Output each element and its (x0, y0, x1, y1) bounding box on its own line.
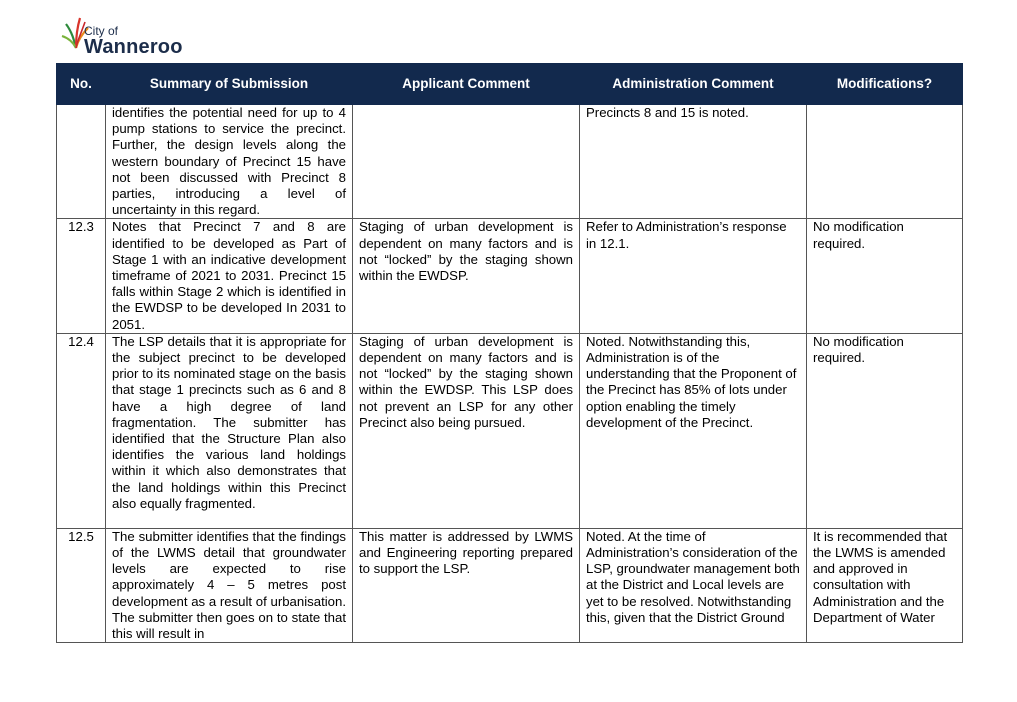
logo-city-of-text: City of (84, 24, 119, 38)
applicant-comment-cell (353, 105, 580, 219)
administration-comment-cell: Precincts 8 and 15 is noted. (580, 105, 807, 219)
summary-cell: Notes that Precinct 7 and 8 are identified to be developed as Part of Stage 1 with an indicative development timeframe of 2021 to 2031. Precinct 15 falls within Stage 2 which is identified in the EWDSP to be developed In 2031 to 2051. (106, 219, 353, 333)
modifications-cell (807, 105, 963, 219)
table-row (57, 105, 963, 219)
summary-cell: The submitter identifies that the findings of the LWMS detail that groundwater levels are expected to rise approximately 4 – 5 metres post development as a result of urbanisation. The submitter then goes on to state that this will result in (106, 528, 353, 642)
administration-comment-cell: Refer to Administration’s response in 12.1. (580, 219, 807, 333)
applicant-comment-cell: Staging of urban development is dependent on many factors and is not “locked” by the staging shown within the EWDSP. (353, 219, 580, 333)
row-number (57, 105, 106, 219)
summary-cell: identifies the potential need for up to 4 pump stations to service the precinct. Further, the design levels along the western boundary of Precinct 15 have not been discussed with Precinct 8 parties, introducing a level of uncertainty in this regard. (106, 105, 353, 219)
applicant-comment-cell: This matter is addressed by LWMS and Engineering reporting prepared to support the LSP. (353, 528, 580, 642)
row-number: 12.3 (57, 219, 106, 333)
administration-comment-cell: Noted. At the time of Administration’s consideration of the LSP, groundwater management both at the District and Local levels are yet to be resolved. Notwithstanding this, given that the District Ground (580, 528, 807, 642)
table-row (57, 219, 963, 333)
table-row (57, 528, 963, 642)
header-summary: Summary of Submission (106, 64, 353, 105)
modifications-cell: It is recommended that the LWMS is amended and approved in consultation with Administration and the Department of Water (807, 528, 963, 642)
header-administration-comment: Administration Comment (580, 64, 807, 105)
table-header-row (57, 64, 963, 105)
summary-cell: The LSP details that it is appropriate for the subject precinct to be developed prior to its nominated stage on the basis that stage 1 precincts such as 6 and 8 have a high degree of land fragmentation. The submitter has identified that the Structure Plan also identifies the various land holdings within it which also demonstrates that the land holdings within this Precinct also equally fragmented. (106, 333, 353, 528)
administration-comment-cell: Noted. Notwithstanding this, Administration is of the understanding that the Proponent of the Precinct has 85% of lots under option enabling the timely development of the Precinct. (580, 333, 807, 528)
header-no: No. (57, 64, 106, 105)
applicant-comment-cell: Staging of urban development is dependent on many factors and is not “locked” by the staging shown within the EWDSP. This LSP does not prevent an LSP for any other Precinct also being pursued. (353, 333, 580, 528)
row-number: 12.5 (57, 528, 106, 642)
submission-table (56, 63, 963, 643)
header-applicant-comment: Applicant Comment (353, 64, 580, 105)
logo-wanneroo-text: Wanneroo (84, 36, 183, 58)
city-logo (60, 14, 200, 60)
table-row (57, 333, 963, 528)
modifications-cell: No modification required. (807, 219, 963, 333)
row-number: 12.4 (57, 333, 106, 528)
modifications-cell: No modification required. (807, 333, 963, 528)
header-modifications: Modifications? (807, 64, 963, 105)
